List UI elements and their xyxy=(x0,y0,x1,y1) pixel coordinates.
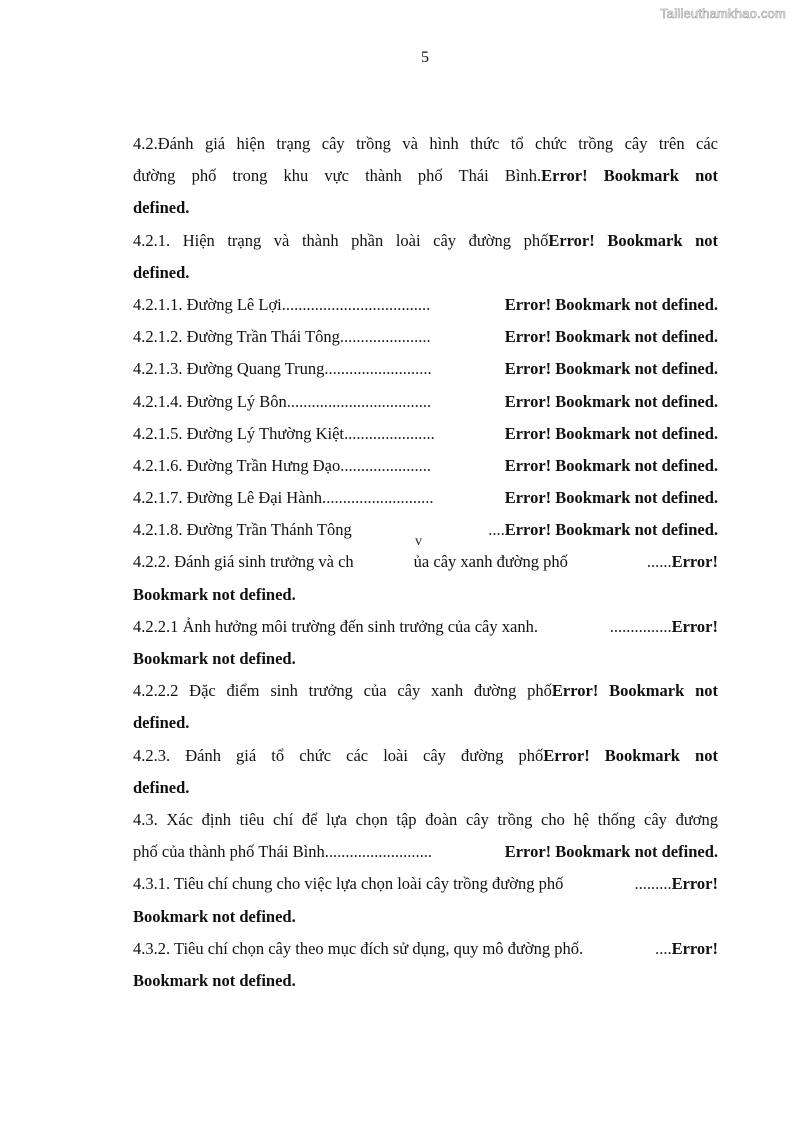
dot-leader: ......................... xyxy=(328,842,432,862)
bookmark-error: Error! xyxy=(671,616,718,636)
toc-entry-text: 4.2.1.4. Đường Lý Bôn xyxy=(133,391,287,411)
bookmark-error-continued: Bookmark not defined. xyxy=(133,649,296,668)
bookmark-error: Error! Bookmark not defined. xyxy=(504,488,718,508)
toc-entry-4-2-1-3[interactable] xyxy=(133,353,718,385)
bookmark-error: Error! Bookmark not defined. xyxy=(504,327,718,347)
bookmark-error-continued: defined. xyxy=(133,262,190,282)
bookmark-error: Error! Bookmark not defined. xyxy=(504,520,718,540)
dot-leader: ................................... xyxy=(286,391,432,411)
dot-leader: ...................... xyxy=(340,455,431,475)
bookmark-error-continued: defined. xyxy=(133,713,190,733)
toc-entry-text: phố của thành phố Thái Bình. xyxy=(133,842,329,862)
toc-entry-text: 4.2.3. Đánh giá tổ chức các loài cây đường phố xyxy=(133,745,544,765)
bookmark-error: Error! Bookmark not defined. xyxy=(504,359,718,379)
bookmark-error: Error! Bookmark not defined. xyxy=(504,423,718,443)
toc-entry-text: 4.2.1.1. Đường Lê Lợi xyxy=(133,294,282,314)
toc-entry-4-2-1-1[interactable] xyxy=(133,289,718,321)
bookmark-error-continued: defined. xyxy=(133,777,190,797)
toc-entry-text: 4.2.1.3. Đường Quang Trung xyxy=(133,359,325,379)
dot-leader: .......................... xyxy=(324,359,432,379)
toc-entry-text: 4.2.1.2. Đường Trần Thái Tông xyxy=(133,327,340,347)
toc-entry-text: 4.2.2.2 Đặc điểm sinh trưởng của cây xanh đường phố xyxy=(133,681,552,701)
toc-entry-4-2-1-6[interactable] xyxy=(133,450,718,482)
bookmark-error-continued: Bookmark not defined. xyxy=(133,584,296,604)
bookmark-error: Error! xyxy=(671,874,718,894)
toc-entry-4-3-2[interactable] xyxy=(133,933,718,965)
bookmark-error: Error! Bookmark not defined. xyxy=(504,842,718,862)
toc-entry-text: 4.2.1.6. Đường Trần Hưng Đạo xyxy=(133,455,341,475)
bookmark-error: Error! xyxy=(671,938,718,958)
dot-leader: .... xyxy=(655,938,672,958)
watermark-text: Tailieuthamkhao.com xyxy=(660,6,786,21)
stray-mark: v xyxy=(415,534,422,549)
bookmark-error: Error! Bookmark not defined. xyxy=(504,294,718,314)
toc-entry-4-2-2[interactable] xyxy=(133,546,718,578)
toc-entry-text: 4.3.2. Tiêu chí chọn cây theo mục đích sử dụng, quy mô đường phố. xyxy=(133,938,584,958)
toc-entry-4-2-1-8[interactable] xyxy=(133,514,718,546)
toc-entry-text: 4.2.2.1 Ảnh hưởng môi trường đến sinh trưởng của cây xanh. xyxy=(133,616,538,636)
bookmark-error: Error! Bookmark not defined. xyxy=(504,455,718,475)
dot-leader: ...... xyxy=(646,552,672,572)
dot-leader: .......................... xyxy=(326,488,434,508)
bookmark-error-continued: defined. xyxy=(133,198,190,218)
toc-entry-4-2-1-5[interactable] xyxy=(133,418,718,450)
toc-entry-text: 4.2.1.5. Đường Lý Thường Kiệt xyxy=(133,423,345,443)
toc-entry-text: 4.2.1. Hiện trạng và thành phần loài cây đường phố xyxy=(133,230,549,250)
bookmark-error: Error! Bookmark not xyxy=(551,681,718,701)
toc-entry-4-2-2-1[interactable] xyxy=(133,611,718,643)
dot-leader: .... xyxy=(488,520,505,540)
page-number: 5 xyxy=(421,49,429,66)
toc-entry-4-2-line2[interactable] xyxy=(133,160,718,192)
toc-entry-text-continued: ủa cây xanh đường phố xyxy=(413,552,568,572)
toc-entry-4-3-1[interactable] xyxy=(133,868,718,900)
bookmark-error: Error! Bookmark not xyxy=(543,745,718,765)
toc-entry-4-2-3[interactable] xyxy=(133,740,718,772)
toc-entry-4-2-1-4[interactable] xyxy=(133,386,718,418)
dot-leader: ............... xyxy=(609,616,672,636)
toc-entry-4-2-line1[interactable]: 4.2.Đánh giá hiện trạng cây trồng và hình thức tổ chức trồng cây trên các xyxy=(133,134,718,153)
toc-entry-text: 4.3.1. Tiêu chí chung cho việc lựa chọn loài cây trồng đường phố xyxy=(133,874,564,894)
toc-entry-4-2-1[interactable] xyxy=(133,225,718,257)
toc-entry-4-3-line1[interactable]: 4.3. Xác định tiêu chí để lựa chọn tập đoàn cây trồng cho hệ thống cây đương xyxy=(133,809,718,829)
bookmark-error: Error! Bookmark not xyxy=(548,230,718,250)
toc-entry-4-2-1-2[interactable] xyxy=(133,321,718,353)
bookmark-error-continued: Bookmark not defined. xyxy=(133,906,296,926)
toc-entry-text: đường phố trong khu vực thành phố Thái Bình. xyxy=(133,166,542,186)
toc-entry-text: 4.2.1.8. Đường Trần Thánh Tông xyxy=(133,520,352,540)
bookmark-error: Error! xyxy=(671,552,718,572)
dot-leader: ...................... xyxy=(344,423,435,443)
dot-leader: ...................... xyxy=(339,327,431,347)
toc-entry-4-2-2-2[interactable] xyxy=(133,675,718,707)
bookmark-error: Error! Bookmark not xyxy=(541,166,718,186)
toc-entry-4-3-line2[interactable] xyxy=(133,836,718,868)
toc-entry-text: 4.2.2. Đánh giá sinh trưởng và ch xyxy=(133,552,354,572)
bookmark-error-continued: Bookmark not defined. xyxy=(133,970,296,990)
toc-entry-4-2-1-7[interactable] xyxy=(133,482,718,514)
toc-entry-text: 4.2.1.7. Đường Lê Đại Hành. xyxy=(133,488,327,508)
bookmark-error: Error! Bookmark not defined. xyxy=(504,391,718,411)
dot-leader: ......... xyxy=(634,874,672,894)
dot-leader: .................................... xyxy=(281,294,431,314)
table-of-contents xyxy=(133,128,718,997)
